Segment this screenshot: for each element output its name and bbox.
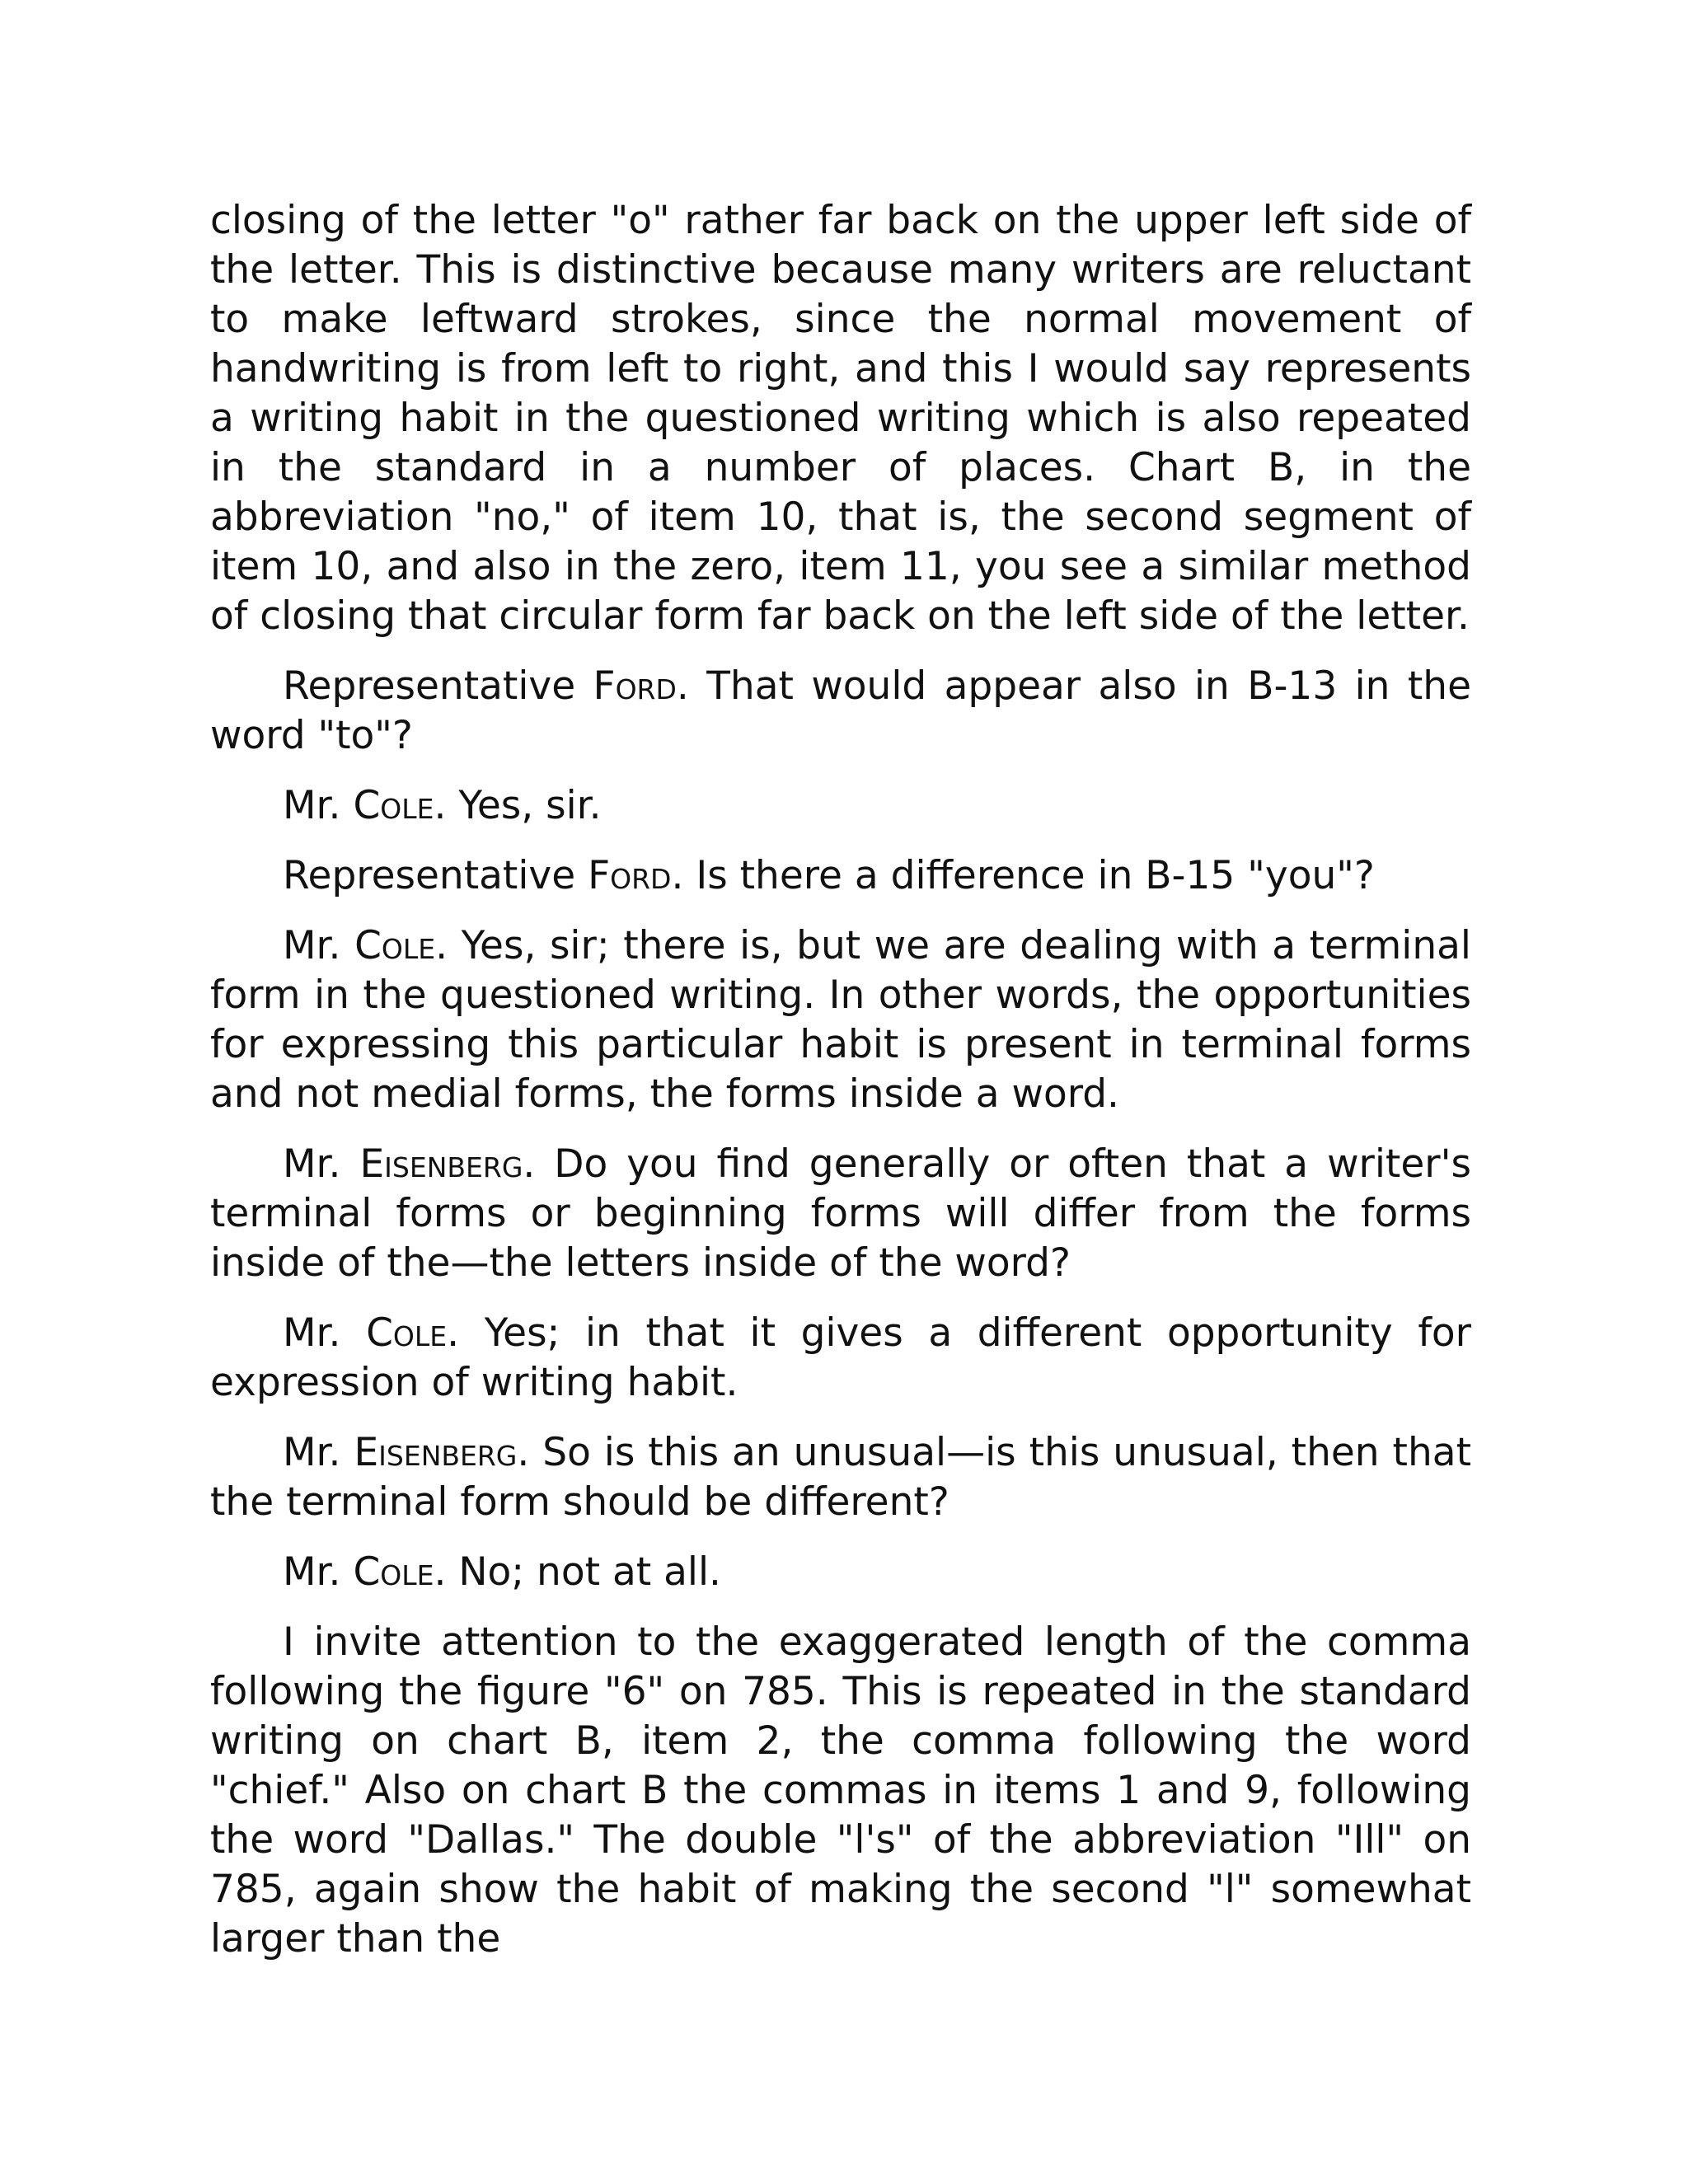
paragraph-text: I invite attention to the exaggerated length of the comma following the figure "6" on 785. This is repeated in the standard writing on chart B, item 2, the comma following the word "chief." Also on chart B the commas in items 1 and 9, following the word "Dallas." The double "l's" of the abbreviation "Ill" on 785, again show the habit of making the second "l" somewhat larger than the — [210, 1619, 1471, 1961]
speaker-name: Eisenberg — [354, 1430, 518, 1475]
speaker-title: Mr. — [283, 783, 354, 828]
paragraph-text: . Yes, sir. — [434, 783, 602, 828]
paragraph-4 — [210, 851, 1471, 901]
paragraph-3 — [210, 781, 1471, 831]
speaker-title: Mr. — [283, 1549, 354, 1595]
speaker-title: Mr. — [283, 923, 355, 968]
paragraph-2 — [210, 662, 1471, 761]
document-page — [210, 196, 1471, 1985]
speaker-title: Representative — [283, 663, 593, 709]
speaker-title: Representative — [283, 853, 588, 898]
paragraph-9 — [210, 1548, 1471, 1597]
paragraph-text: . Yes, sir; there is, but we are dealing with a terminal form in the questioned writing. In other words, the opportunities for expressing this particular habit is present in terminal forms and not medial forms, the forms inside a word. — [210, 923, 1471, 1117]
speaker-name: Cole — [353, 783, 434, 828]
speaker-name: Cole — [366, 1310, 448, 1356]
paragraph-text: . So is this an unusual—is this unusual, then that the terminal form should be different? — [210, 1430, 1471, 1525]
paragraph-8 — [210, 1428, 1471, 1527]
speaker-title: Mr. — [283, 1141, 360, 1187]
paragraph-text: . Yes; in that it gives a different opportunity for expression of writing habit. — [210, 1310, 1471, 1405]
paragraph-7 — [210, 1309, 1471, 1408]
speaker-name: Eisenberg — [359, 1141, 523, 1187]
paragraph-text: . No; not at all. — [434, 1549, 721, 1595]
paragraph-text: . Is there a difference in B-15 "you"? — [671, 853, 1375, 898]
paragraph-text: . That would appear also in B-13 in the word "to"? — [210, 663, 1471, 758]
paragraph-10 — [210, 1618, 1471, 1964]
speaker-name: Cole — [353, 1549, 434, 1595]
paragraph-6 — [210, 1140, 1471, 1288]
paragraph-1 — [210, 196, 1471, 641]
paragraph-5 — [210, 921, 1471, 1119]
paragraph-text: closing of the letter "o" rather far back on the upper left side of the letter. This is distinctive because many writers are reluctant to make leftward strokes, since the normal movement of handwriting is from left to right, and this I would say represents a writing habit in the questioned writing which is also repeated in the standard in a number of places. Chart B, in the abbreviation "no," of item 10, that is, the second segment of item 10, and also in the zero, item 11, you see a similar method of closing that circular form far back on the left side of the letter. — [210, 198, 1471, 639]
speaker-title: Mr. — [283, 1310, 367, 1356]
paragraph-text: . Do you find generally or often that a writer's terminal forms or beginning forms will differ from the forms inside of the—the letters inside of the word? — [210, 1141, 1471, 1286]
speaker-name: Cole — [354, 923, 436, 968]
speaker-name: Ford — [593, 663, 677, 709]
speaker-name: Ford — [588, 853, 672, 898]
speaker-title: Mr. — [283, 1430, 354, 1475]
